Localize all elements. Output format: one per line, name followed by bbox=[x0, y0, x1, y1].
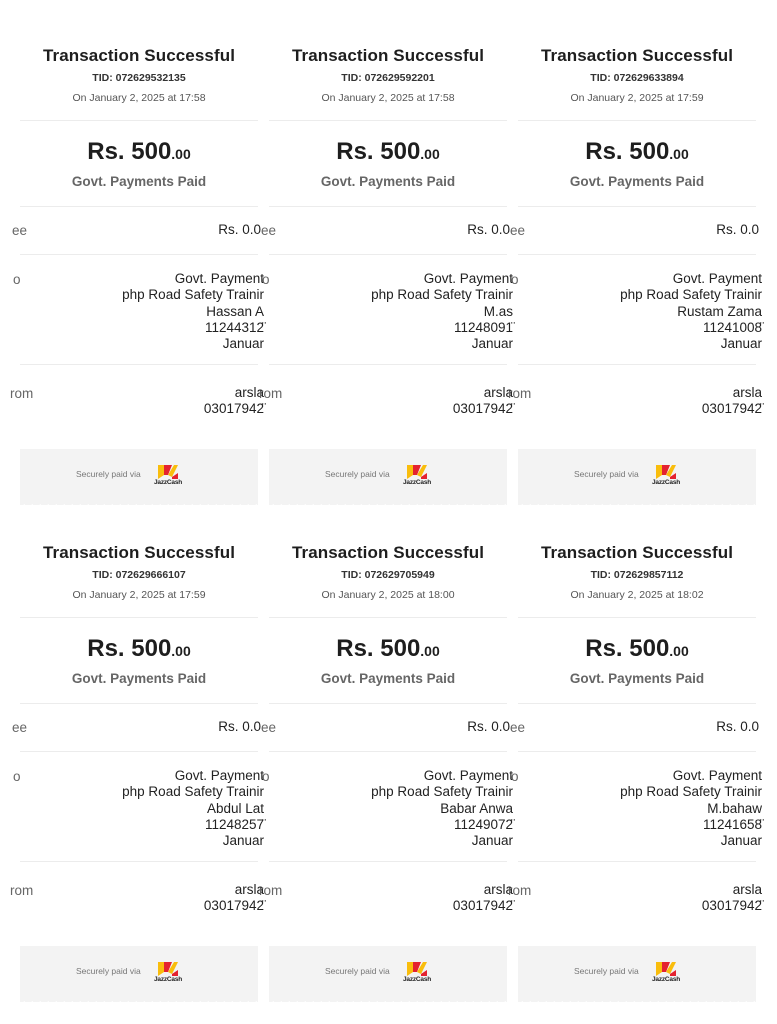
transaction-id: TID: 072629592201 bbox=[341, 72, 435, 84]
detail-line: Govt. Payment bbox=[174, 271, 264, 286]
jazzcash-brand: JazzCash bbox=[403, 976, 432, 983]
divider bbox=[269, 617, 507, 618]
detail-line: 03017942̈ bbox=[452, 898, 513, 914]
fee-value: Rs. 0.0 bbox=[467, 222, 510, 237]
divider bbox=[269, 364, 507, 365]
divider bbox=[20, 617, 258, 618]
divider bbox=[20, 703, 258, 704]
transaction-id: TID: 072629666107 bbox=[92, 569, 186, 581]
detail-line: Babar Anwa bbox=[440, 800, 513, 816]
amount-cents: .00 bbox=[420, 643, 440, 659]
from-label: rom bbox=[508, 883, 532, 898]
transaction-id: TID: 072629633894 bbox=[590, 72, 684, 84]
from-label: rom bbox=[508, 386, 532, 401]
fee-label: ee bbox=[12, 223, 28, 238]
transaction-id: TID: 072629532135 bbox=[92, 72, 186, 84]
receipt-card bbox=[259, 40, 513, 510]
zigzag-edge bbox=[518, 500, 756, 505]
detail-line: php Road Safety Trainir bbox=[371, 784, 513, 800]
from-label: rom bbox=[259, 883, 283, 898]
detail-line: 11249072̈ bbox=[453, 816, 513, 832]
to-label: o bbox=[511, 272, 519, 287]
secure-text: Securely paid via bbox=[325, 469, 390, 479]
detail-line: php Road Safety Trainir bbox=[122, 287, 264, 303]
secure-text: Securely paid via bbox=[76, 966, 141, 976]
detail-line: Abdul Lat bbox=[206, 800, 264, 816]
fee-label: ee bbox=[510, 223, 526, 238]
divider bbox=[269, 206, 507, 207]
detail-line: Rustam Zama bbox=[677, 303, 762, 319]
transaction-title: Transaction Successful bbox=[291, 46, 485, 65]
sender-details bbox=[204, 882, 264, 915]
payment-category: Govt. Payments Paid bbox=[569, 671, 705, 686]
payment-footer bbox=[518, 946, 756, 998]
detail-line: Govt. Payment bbox=[672, 271, 762, 286]
jazzcash-brand: JazzCash bbox=[154, 479, 183, 486]
transaction-title: Transaction Successful bbox=[42, 543, 236, 562]
sender-details bbox=[204, 385, 264, 418]
divider bbox=[518, 364, 756, 365]
payment-footer bbox=[269, 946, 507, 998]
detail-line: Januar bbox=[471, 833, 513, 849]
amount-cents: .00 bbox=[420, 146, 440, 162]
jazzcash-brand: JazzCash bbox=[652, 479, 681, 486]
payment-footer bbox=[20, 946, 258, 998]
detail-line: 03017942̈ bbox=[452, 401, 513, 417]
divider bbox=[20, 364, 258, 365]
detail-line: arsla bbox=[234, 882, 264, 897]
sender-details bbox=[702, 882, 762, 915]
detail-line: 03017942̈ bbox=[203, 898, 264, 914]
amount bbox=[269, 635, 507, 663]
amount-main: Rs. 500 bbox=[87, 635, 172, 662]
to-label: o bbox=[13, 272, 21, 287]
detail-line: Januar bbox=[720, 833, 762, 849]
detail-line: 03017942̈ bbox=[701, 898, 762, 914]
receipt-card bbox=[508, 537, 762, 1007]
divider bbox=[20, 254, 258, 255]
secure-text: Securely paid via bbox=[574, 469, 639, 479]
detail-line: arsla bbox=[234, 385, 264, 400]
fee-value: Rs. 0.0 bbox=[716, 222, 759, 237]
transaction-date: On January 2, 2025 at 17:59 bbox=[72, 589, 206, 601]
amount-cents: .00 bbox=[669, 146, 689, 162]
divider bbox=[269, 254, 507, 255]
amount-main: Rs. 500 bbox=[585, 138, 670, 165]
detail-line: arsla bbox=[483, 385, 513, 400]
sender-details bbox=[702, 385, 762, 418]
detail-line: Hassan A bbox=[206, 303, 264, 319]
divider bbox=[269, 120, 507, 121]
amount bbox=[20, 635, 258, 663]
transaction-date: On January 2, 2025 at 18:02 bbox=[570, 589, 704, 601]
payment-category: Govt. Payments Paid bbox=[320, 174, 456, 189]
detail-line: Govt. Payment bbox=[672, 768, 762, 783]
detail-line: Govt. Payment bbox=[174, 768, 264, 783]
zigzag-edge bbox=[518, 997, 756, 1002]
divider bbox=[20, 861, 258, 862]
detail-line: Januar bbox=[720, 336, 762, 352]
amount-main: Rs. 500 bbox=[336, 635, 421, 662]
payment-category: Govt. Payments Paid bbox=[320, 671, 456, 686]
payment-category: Govt. Payments Paid bbox=[71, 174, 207, 189]
amount bbox=[518, 635, 756, 663]
amount-cents: .00 bbox=[171, 146, 191, 162]
amount-cents: .00 bbox=[171, 643, 191, 659]
detail-line: php Road Safety Trainir bbox=[620, 784, 762, 800]
divider bbox=[518, 206, 756, 207]
to-label: o bbox=[13, 769, 21, 784]
receipt-card bbox=[10, 537, 264, 1007]
detail-line: 03017942̈ bbox=[203, 401, 264, 417]
fee-label: ee bbox=[510, 720, 526, 735]
detail-line: php Road Safety Trainir bbox=[371, 287, 513, 303]
divider bbox=[518, 751, 756, 752]
divider bbox=[20, 751, 258, 752]
to-label: o bbox=[262, 769, 270, 784]
transaction-id: TID: 072629705949 bbox=[341, 569, 435, 581]
jazzcash-brand: JazzCash bbox=[154, 976, 183, 983]
detail-line: Januar bbox=[471, 336, 513, 352]
receipt-card bbox=[259, 537, 513, 1007]
sender-details bbox=[453, 385, 513, 418]
amount bbox=[518, 138, 756, 166]
detail-line: 11248091̈ bbox=[453, 319, 513, 335]
divider bbox=[269, 861, 507, 862]
payment-category: Govt. Payments Paid bbox=[71, 671, 207, 686]
transaction-title: Transaction Successful bbox=[540, 46, 734, 65]
secure-text: Securely paid via bbox=[76, 469, 141, 479]
transaction-title: Transaction Successful bbox=[42, 46, 236, 65]
amount-main: Rs. 500 bbox=[336, 138, 421, 165]
receipt-card bbox=[508, 40, 762, 510]
detail-line: php Road Safety Trainir bbox=[620, 287, 762, 303]
detail-line: Govt. Payment bbox=[423, 768, 513, 783]
divider bbox=[20, 120, 258, 121]
divider bbox=[518, 861, 756, 862]
recipient-details bbox=[620, 271, 762, 352]
zigzag-edge bbox=[269, 500, 507, 505]
fee-value: Rs. 0.0 bbox=[716, 719, 759, 734]
to-label: o bbox=[262, 272, 270, 287]
detail-line: M.as bbox=[483, 303, 513, 319]
zigzag-edge bbox=[20, 500, 258, 505]
detail-line: Govt. Payment bbox=[423, 271, 513, 286]
amount-cents: .00 bbox=[669, 643, 689, 659]
recipient-details bbox=[371, 271, 513, 352]
payment-category: Govt. Payments Paid bbox=[569, 174, 705, 189]
transaction-date: On January 2, 2025 at 17:59 bbox=[570, 92, 704, 104]
detail-line: Januar bbox=[222, 336, 264, 352]
fee-label: ee bbox=[12, 720, 28, 735]
detail-line: arsla bbox=[732, 385, 762, 400]
detail-line: 11241008̈ bbox=[702, 319, 762, 335]
from-label: rom bbox=[259, 386, 283, 401]
payment-footer bbox=[518, 449, 756, 501]
recipient-details bbox=[122, 271, 264, 352]
to-label: o bbox=[511, 769, 519, 784]
transaction-id: TID: 072629857112 bbox=[590, 569, 684, 581]
fee-value: Rs. 0.0 bbox=[218, 222, 261, 237]
detail-line: 11244312̈ bbox=[204, 319, 264, 335]
secure-text: Securely paid via bbox=[325, 966, 390, 976]
jazzcash-brand: JazzCash bbox=[403, 479, 432, 486]
detail-line: arsla bbox=[483, 882, 513, 897]
transaction-title: Transaction Successful bbox=[540, 543, 734, 562]
recipient-details bbox=[371, 768, 513, 849]
payment-footer bbox=[20, 449, 258, 501]
from-label: rom bbox=[10, 883, 34, 898]
detail-line: M.bahaw bbox=[707, 800, 762, 816]
divider bbox=[269, 751, 507, 752]
fee-label: ee bbox=[261, 720, 277, 735]
recipient-details bbox=[122, 768, 264, 849]
detail-line: 11248257̈ bbox=[204, 816, 264, 832]
divider bbox=[20, 206, 258, 207]
zigzag-edge bbox=[20, 997, 258, 1002]
fee-label: ee bbox=[261, 223, 277, 238]
divider bbox=[269, 703, 507, 704]
recipient-details bbox=[620, 768, 762, 849]
amount-main: Rs. 500 bbox=[87, 138, 172, 165]
divider bbox=[518, 617, 756, 618]
amount-main: Rs. 500 bbox=[585, 635, 670, 662]
payment-footer bbox=[269, 449, 507, 501]
amount bbox=[269, 138, 507, 166]
detail-line: php Road Safety Trainir bbox=[122, 784, 264, 800]
fee-value: Rs. 0.0 bbox=[467, 719, 510, 734]
transaction-date: On January 2, 2025 at 18:00 bbox=[321, 589, 455, 601]
secure-text: Securely paid via bbox=[574, 966, 639, 976]
detail-line: Januar bbox=[222, 833, 264, 849]
transaction-title: Transaction Successful bbox=[291, 543, 485, 562]
detail-line: arsla bbox=[732, 882, 762, 897]
receipt-card bbox=[10, 40, 264, 510]
transaction-date: On January 2, 2025 at 17:58 bbox=[72, 92, 206, 104]
zigzag-edge bbox=[269, 997, 507, 1002]
transaction-date: On January 2, 2025 at 17:58 bbox=[321, 92, 455, 104]
divider bbox=[518, 703, 756, 704]
divider bbox=[518, 120, 756, 121]
divider bbox=[518, 254, 756, 255]
amount bbox=[20, 138, 258, 166]
detail-line: 11241658̈ bbox=[702, 816, 762, 832]
from-label: rom bbox=[10, 386, 34, 401]
jazzcash-brand: JazzCash bbox=[652, 976, 681, 983]
detail-line: 03017942̈ bbox=[701, 401, 762, 417]
fee-value: Rs. 0.0 bbox=[218, 719, 261, 734]
sender-details bbox=[453, 882, 513, 915]
